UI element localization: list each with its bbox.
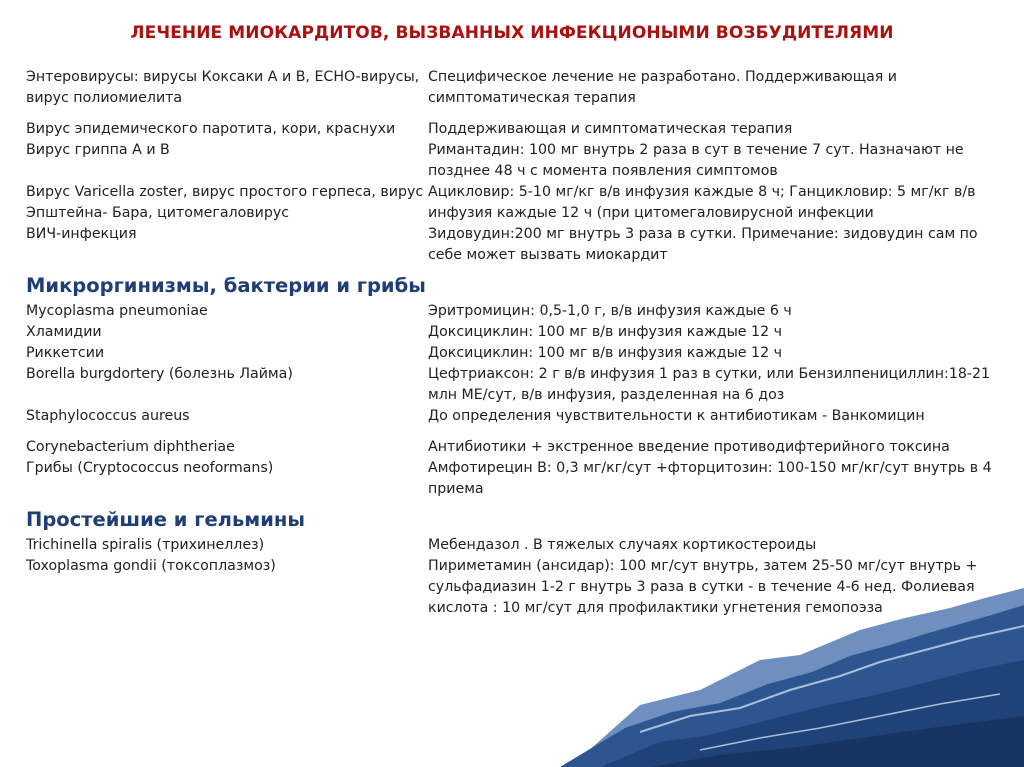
pathogen-cell: Toxoplasma gondii (токсоплазмоз) [26, 558, 276, 574]
pathogen-cell: Риккетсии [26, 345, 105, 361]
pathogen-cell: Borella burgdortery (болезнь Лайма) [26, 366, 293, 382]
table-row [26, 437, 1011, 458]
table-row [26, 301, 1011, 322]
slide-title: ЛЕЧЕНИЕ МИОКАРДИТОВ, ВЫЗВАННЫХ ИНФЕКЦИОНЫМИ ВОЗБУДИТЕЛЯМИ [130, 23, 894, 43]
treatment-cell: Антибиотики + экстренное введение противодифтерийного токсина [428, 439, 950, 455]
treatment-cell: Цефтриаксон: 2 г в/в инфузия 1 раз в сутки, или Бензилпенициллин:18-21 млн МЕ/сут, в/в инфузия, разделенная на 6 доз [428, 366, 991, 403]
pathogen-cell: Mycoplasma pneumoniae [26, 303, 208, 319]
pathogen-cell: Хламидии [26, 324, 102, 340]
treatment-cell: Доксициклин: 100 мг в/в инфузия каждые 12 ч [428, 345, 782, 361]
pathogen-cell: Corynebacterium diphtheriae [26, 439, 235, 455]
table-row [26, 224, 1011, 266]
table-row [26, 535, 1011, 556]
table-row [26, 119, 1011, 140]
table-row [26, 406, 1011, 427]
table-row [26, 322, 1011, 343]
treatment-cell: Амфотирецин В: 0,3 мг/кг/сут +фторцитозин: 100-150 мг/кг/сут внутрь в 4 приема [428, 460, 992, 497]
table-row [26, 140, 1011, 182]
treatment-cell: До определения чувствительности к антибиотикам - Ванкомицин [428, 408, 925, 424]
pathogen-cell: Вирус эпидемического паротита, кори, краснухи [26, 121, 396, 137]
pathogen-cell: Грибы (Cryptococcus neoformans) [26, 460, 274, 476]
treatment-cell: Римантадин: 100 мг внутрь 2 раза в сут в течение 7 сут. Назначают не позднее 48 ч с момента появления симптомов [428, 142, 964, 179]
table-row [26, 458, 1011, 500]
table-row [26, 182, 1011, 224]
table-row [26, 67, 1011, 109]
pathogen-cell: Энтеровирусы: вирусы Коксаки А и В, ECHO-вирусы, вирус полиомиелита [26, 69, 420, 106]
pathogen-cell: Trichinella spiralis (трихинеллез) [26, 537, 265, 553]
treatment-cell: Зидовудин:200 мг внутрь 3 раза в сутки. Примечание: зидовудин сам по себе может вызвать миокардит [428, 226, 978, 263]
table-row [26, 556, 1011, 619]
pathogen-cell: Вирус Varicella zoster, вирус простого герпеса, вирус Эпштейна- Бара, цитомегаловирус [26, 184, 424, 221]
table-row [26, 343, 1011, 364]
treatment-cell: Специфическое лечение не разработано. Поддерживающая и симптоматическая терапия [428, 69, 898, 106]
pathogen-cell: Вирус гриппа А и В [26, 142, 170, 158]
table-row [26, 364, 1011, 406]
treatment-cell: Мебендазол . В тяжелых случаях кортикостероиды [428, 537, 817, 553]
treatment-cell: Ацикловир: 5-10 мг/кг в/в инфузия каждые 8 ч; Ганцикловир: 5 мг/кг в/в инфузия каждые 12 ч (при цитомегаловирусной инфекции [428, 184, 976, 221]
treatment-cell: Поддерживающая и симптоматическая терапия [428, 121, 793, 137]
treatment-cell: Доксициклин: 100 мг в/в инфузия каждые 12 ч [428, 324, 782, 340]
treatment-table [26, 67, 1011, 619]
treatment-cell: Пириметамин (ансидар): 100 мг/сут внутрь, затем 25-50 мг/сут внутрь + сульфадиазин 1-2 г внутрь 3 раза в сутки - в течение 4-6 нед. Фолиевая кислота : 10 мг/сут для профилактики угнетения гемопоэза [428, 558, 978, 616]
pathogen-cell: Staphylococcus aureus [26, 408, 190, 424]
section-heading-bacteria: Микроргинизмы, бактерии и грибы [26, 274, 426, 297]
treatment-cell: Эритромицин: 0,5-1,0 г, в/в инфузия каждые 6 ч [428, 303, 792, 319]
pathogen-cell: ВИЧ-инфекция [26, 226, 137, 242]
section-heading-protozoa: Простейшие и гельмины [26, 508, 305, 531]
